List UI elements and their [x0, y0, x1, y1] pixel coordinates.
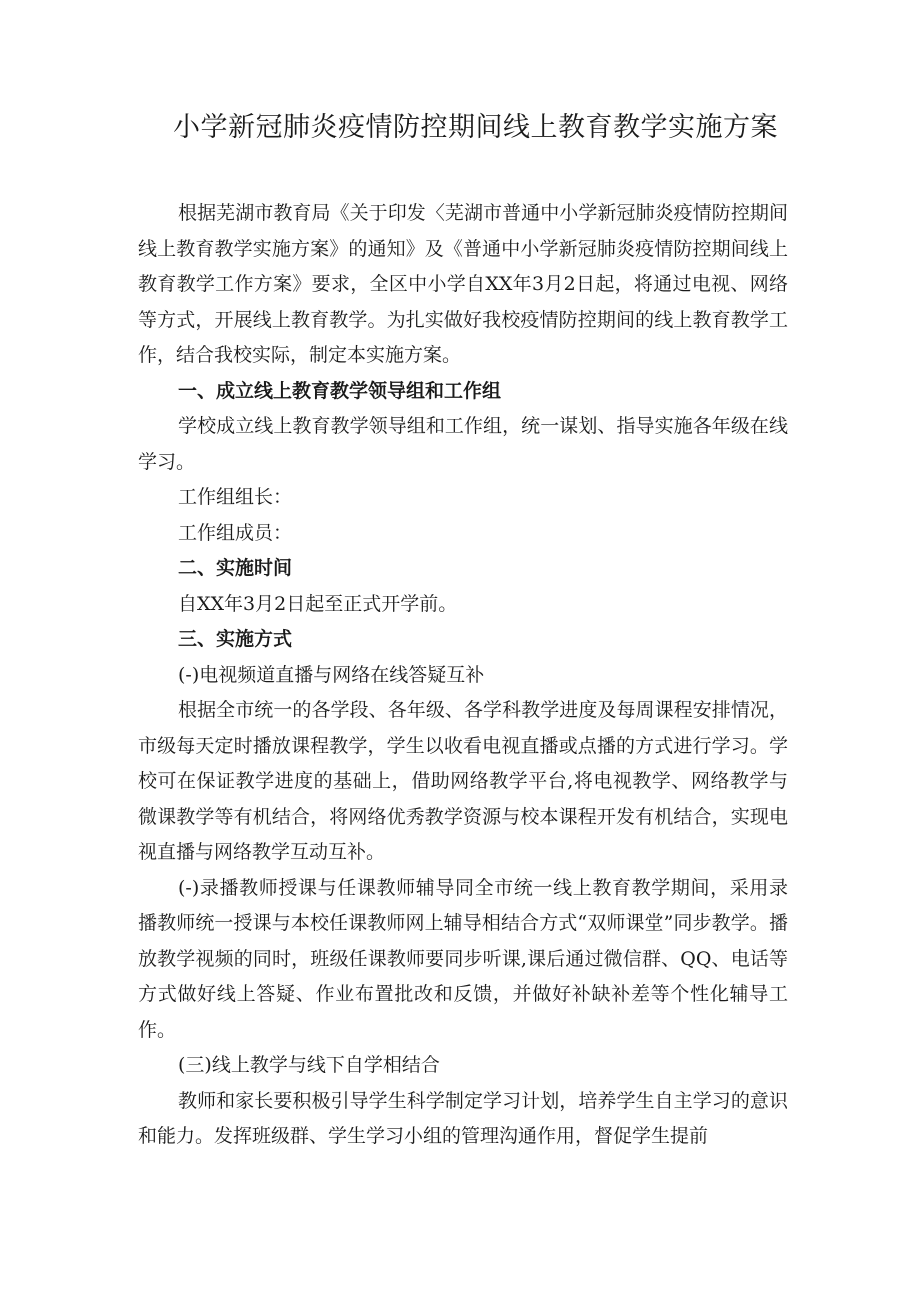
- section-3-heading: 三、实施方式: [178, 628, 293, 650]
- document-page: [138, 108, 788, 1155]
- work-group-leader-line: 工作组组长：: [178, 486, 293, 508]
- work-group-members-line: 工作组成员：: [178, 521, 293, 544]
- section-2-heading: 二、实施时间: [178, 557, 293, 579]
- subsection-3-title: (三)线上教学与线下自学相结合: [178, 1054, 440, 1076]
- section-2-body: 自XX年3月2日起至正式开学前。: [178, 592, 458, 615]
- document-title: 小学新冠肺炎疫情防控期间线上教育教学实施方案: [173, 112, 778, 143]
- intro-paragraph: 根据芜湖市教育局《关于印发〈芜湖市普通中小学新冠肺炎疫情防控期间线上教育教学实施方案》的通知》及《普通中小学新冠肺炎疫情防控期间线上教育教学工作方案》要求，全区中小学自XX年3月2日起，将通过电视、网络等方式，开展线上教育教学。为扎实做好我校疫情防控期间的线上教育教学工作，结合我校实际，制定本实施方案。: [138, 202, 788, 366]
- subsection-3-body: 教师和家长要积极引导学生科学制定学习计划，培养学生自主学习的意识和能力。发挥班级群、学生学习小组的管理沟通作用，督促学生提前: [138, 1089, 788, 1147]
- subsection-1-body: 根据全市统一的各学段、各年级、各学科教学进度及每周课程安排情况，市级每天定时播放课程教学，学生以收看电视直播或点播的方式进行学习。学校可在保证教学进度的基础上，借助网络教学平台,将电视教学、网络教学与微课教学等有机结合，将网络优秀教学资源与校本课程开发有机结合，实现电视直播与网络教学互动互补。: [138, 699, 788, 863]
- subsection-1-title: (-)电视频道直播与网络在线答疑互补: [178, 663, 485, 686]
- subsection-2-body: (-)录播教师授课与任课教师辅导同全市统一线上教育教学期间，采用录播教师统一授课与本校任课教师网上辅导相结合方式“双师课堂”同步教学。播放教学视频的同时，班级任课教师要同步听课,课后通过微信群、QQ、电话等方式做好线上答疑、作业布置批改和反馈，并做好补缺补差等个性化辅导工作。: [138, 876, 788, 1041]
- section-1-heading: 一、成立线上教育教学领导组和工作组: [178, 379, 502, 402]
- section-1-body: 学校成立线上教育教学领导组和工作组，统一谋划、指导实施各年级在线学习。: [138, 415, 788, 473]
